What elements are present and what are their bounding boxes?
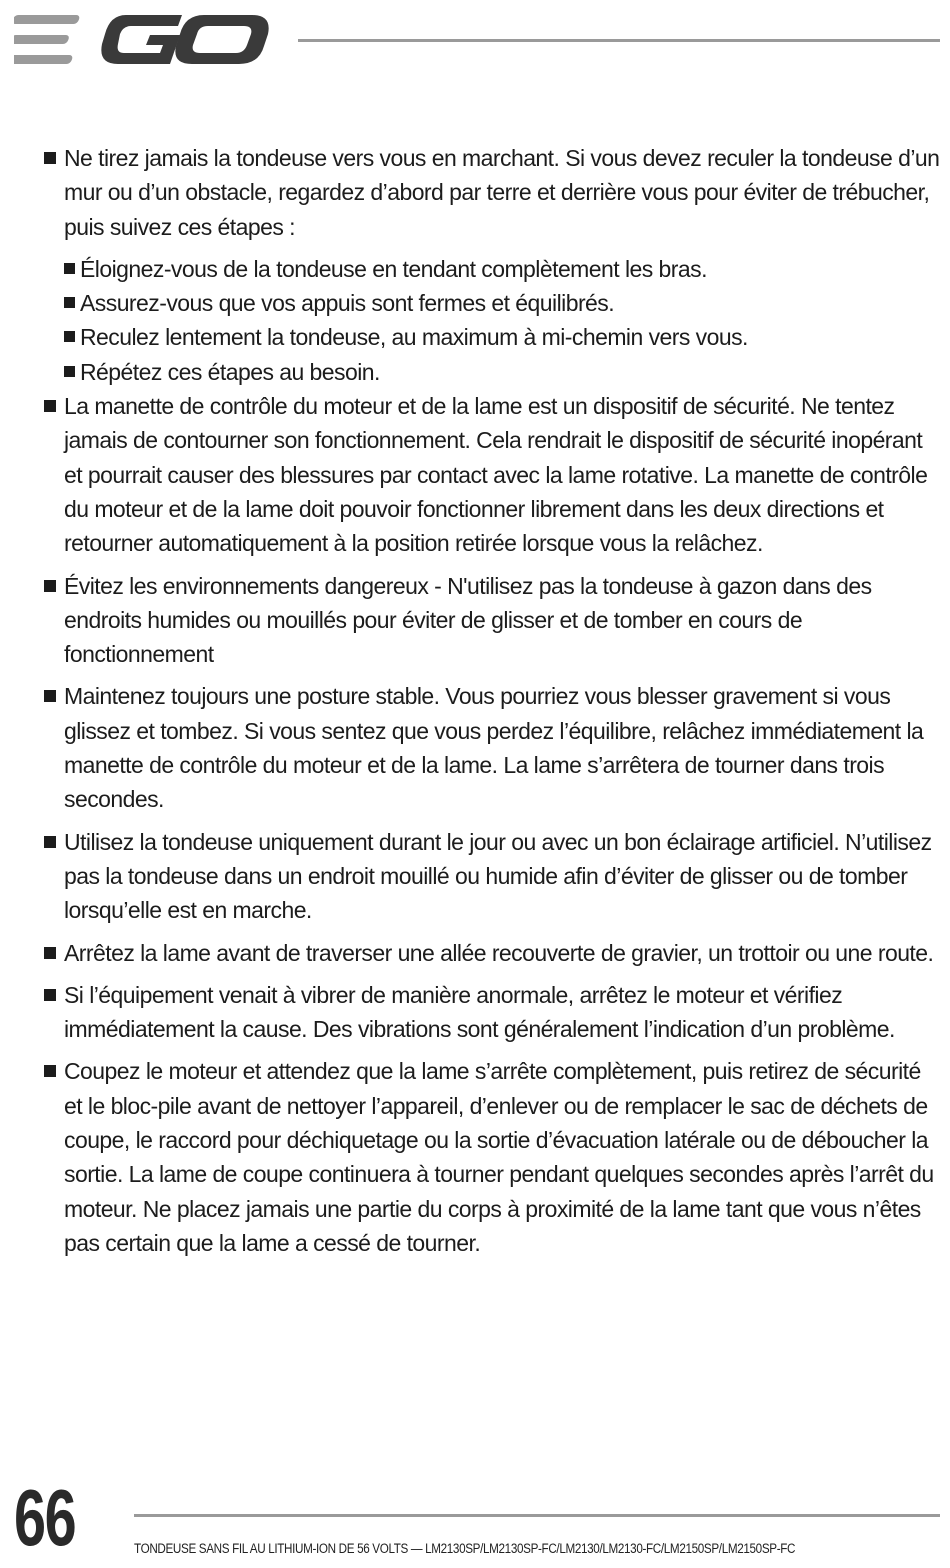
sub-bullet-item: Reculez lentement la tondeuse, au maximum à mi-chemin vers vous.: [64, 320, 942, 354]
sub-bullet-list: [64, 252, 942, 389]
bullet-item-8: [44, 1054, 942, 1260]
bullet-text: Coupez le moteur et attendez que la lame s’arrête complètement, puis retirez de sécurité et le bloc-pile avant de nettoyer l’appareil, d’enlever ou de remplacer le sac de déchets de coupe, le raccord pour déchiquetage ou la sortie d’évacuation latérale ou de déboucher la sortie. La lame de coupe continuera à tourner pendant quelques secondes après l’arrêt du moteur. Ne placez jamais une partie du corps à proximité de la lame tant que vous n’êtes pas certain que la lame a cessé de tourner.: [64, 1058, 934, 1256]
footer-product-line: TONDEUSE SANS FIL AU LITHIUM-ION DE 56 VOLTS — LM2130SP/LM2130SP-FC/LM2130/LM2130-FC/LM2150SP/LM2150SP-FC: [134, 1541, 796, 1556]
page-number: 66: [14, 1473, 76, 1562]
bullet-text: Arrêtez la lame avant de traverser une allée recouverte de gravier, un trottoir ou une route.: [64, 939, 934, 966]
sub-bullet-item: Répétez ces étapes au besoin.: [64, 355, 942, 389]
bullet-text: Si l’équipement venait à vibrer de manière anormale, arrêtez le moteur et vérifiez immédiatement la cause. Des vibrations sont généralement l’indication d’un problème.: [64, 981, 895, 1043]
bullet-item-3: [44, 569, 942, 672]
bullet-text: Évitez les environnements dangereux - N'utilisez pas la tondeuse à gazon dans des endroits humides ou mouillés pour éviter de glisser et de tomber en cours de fonctionnement: [64, 572, 872, 668]
bullet-text: La manette de contrôle du moteur et de la lame est un dispositif de sécurité. Ne tentez jamais de contourner son fonctionnement. Cela rendrait le dispositif de sécurité inopérant et pourrait causer des blessures par contact avec la lame rotative. La manette de contrôle du moteur et de la lame doit pouvoir fonctionner librement dans les deux directions et retourner automatiquement à la position retirée lorsque vous la relâchez.: [64, 393, 928, 557]
sub-bullet-item: Assurez-vous que vos appuis sont fermes et équilibrés.: [64, 286, 942, 320]
bullet-item-7: [44, 978, 942, 1047]
bullet-text: Ne tirez jamais la tondeuse vers vous en marchant. Si vous devez reculer la tondeuse d’un mur ou d’un obstacle, regardez d’abord par terre et derrière vous pour éviter de trébucher, puis suivez ces étapes :: [64, 145, 940, 240]
bullet-item-2: [44, 389, 942, 560]
sub-bullet-item: Éloignez-vous de la tondeuse en tendant complètement les bras.: [64, 252, 942, 286]
footer-rule: [134, 1514, 940, 1517]
header-rule: [298, 39, 940, 42]
ego-logo: [14, 10, 274, 70]
bullet-item-5: [44, 825, 942, 928]
bullet-item-1: [44, 141, 942, 389]
bullet-text: Maintenez toujours une posture stable. Vous pourriez vous blesser gravement si vous glissez et tombez. Si vous sentez que vous perdez l’équilibre, relâchez immédiatement la manette de contrôle du moteur et de la lame. La lame s’arrêtera de tourner dans trois secondes.: [64, 683, 924, 813]
bullet-item-6: [44, 936, 942, 970]
page-header: [0, 0, 950, 80]
bullet-item-4: [44, 679, 942, 816]
safety-instructions: [44, 141, 942, 1268]
bullet-text: Utilisez la tondeuse uniquement durant le jour ou avec un bon éclairage artificiel. N’utilisez pas la tondeuse dans un endroit mouillé ou humide afin d’éviter de glisser ou de tomber lorsqu’elle est en marche.: [64, 828, 932, 924]
